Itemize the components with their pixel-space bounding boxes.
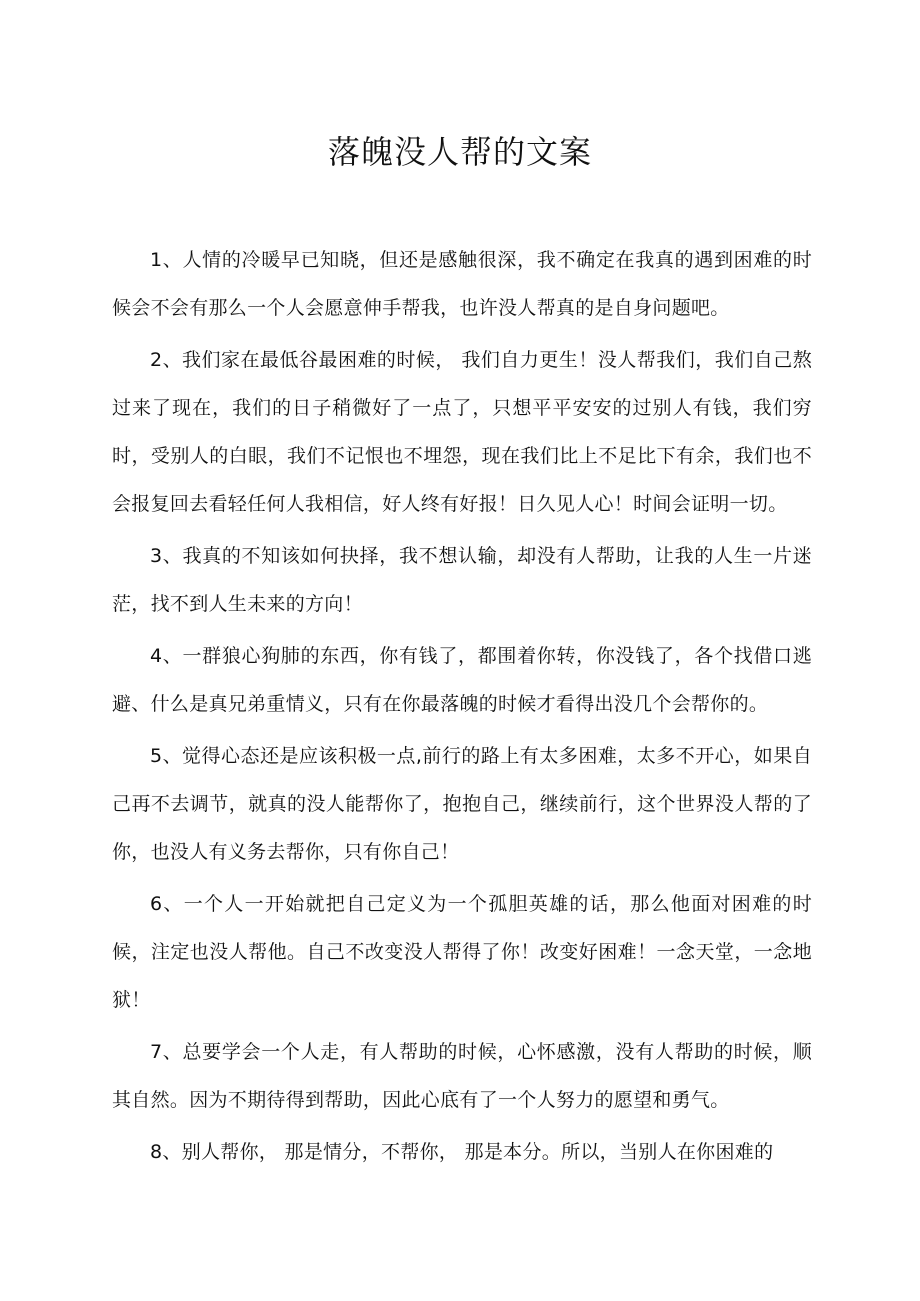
paragraph-4: 4、一群狼心狗肺的东西，你有钱了，都围着你转，你没钱了，各个找借口逃避、什么是真兄弟重情义，只有在你最落魄的时候才看得出没几个会帮你的。 [112, 645, 812, 715]
paragraph-7: 7、总要学会一个人走，有人帮助的时候，心怀感激，没有人帮助的时候，顺其自然。因为不期待得到帮助，因此心底有了一个人努力的愿望和勇气。 [112, 1041, 812, 1111]
paragraph-6: 6、一个人一开始就把自己定义为一个孤胆英雄的话，那么他面对困难的时候，注定也没人帮他。自己不改变没人帮得了你！改变好困难！一念天堂，一念地狱！ [112, 893, 812, 1011]
document-title: 落魄没人帮的文案 [327, 133, 592, 171]
paragraph-1: 1、人情的冷暖早已知晓，但还是感触很深，我不确定在我真的遇到困难的时候会不会有那么一个人会愿意伸手帮我，也许没人帮真的是自身问题吧。 [112, 249, 812, 319]
paragraph-2: 2、我们家在最低谷最困难的时候， 我们自力更生！没人帮我们，我们自己熬过来了现在，我们的日子稍微好了一点了，只想平平安安的过别人有钱，我们穷时，受别人的白眼，我们不记恨也不埋怨，现在我们比上不足比下有余，我们也不会报复回去看轻任何人我相信，好人终有好报！日久见人心！时间会证明一切。 [112, 349, 812, 515]
paragraph-8: 8、别人帮你， 那是情分，不帮你， 那是本分。所以，当别人在你困难的 [150, 1141, 774, 1163]
paragraph-3: 3、我真的不知该如何抉择，我不想认输，却没有人帮助，让我的人生一片迷茫，找不到人生未来的方向！ [112, 545, 812, 615]
document-body [112, 236, 812, 1180]
paragraph-5: 5、觉得心态还是应该积极一点,前行的路上有太多困难，太多不开心，如果自己再不去调节，就真的没人能帮你了，抱抱自己，继续前行，这个世界没人帮的了你，也没人有义务去帮你，只有你自己！ [112, 745, 812, 863]
